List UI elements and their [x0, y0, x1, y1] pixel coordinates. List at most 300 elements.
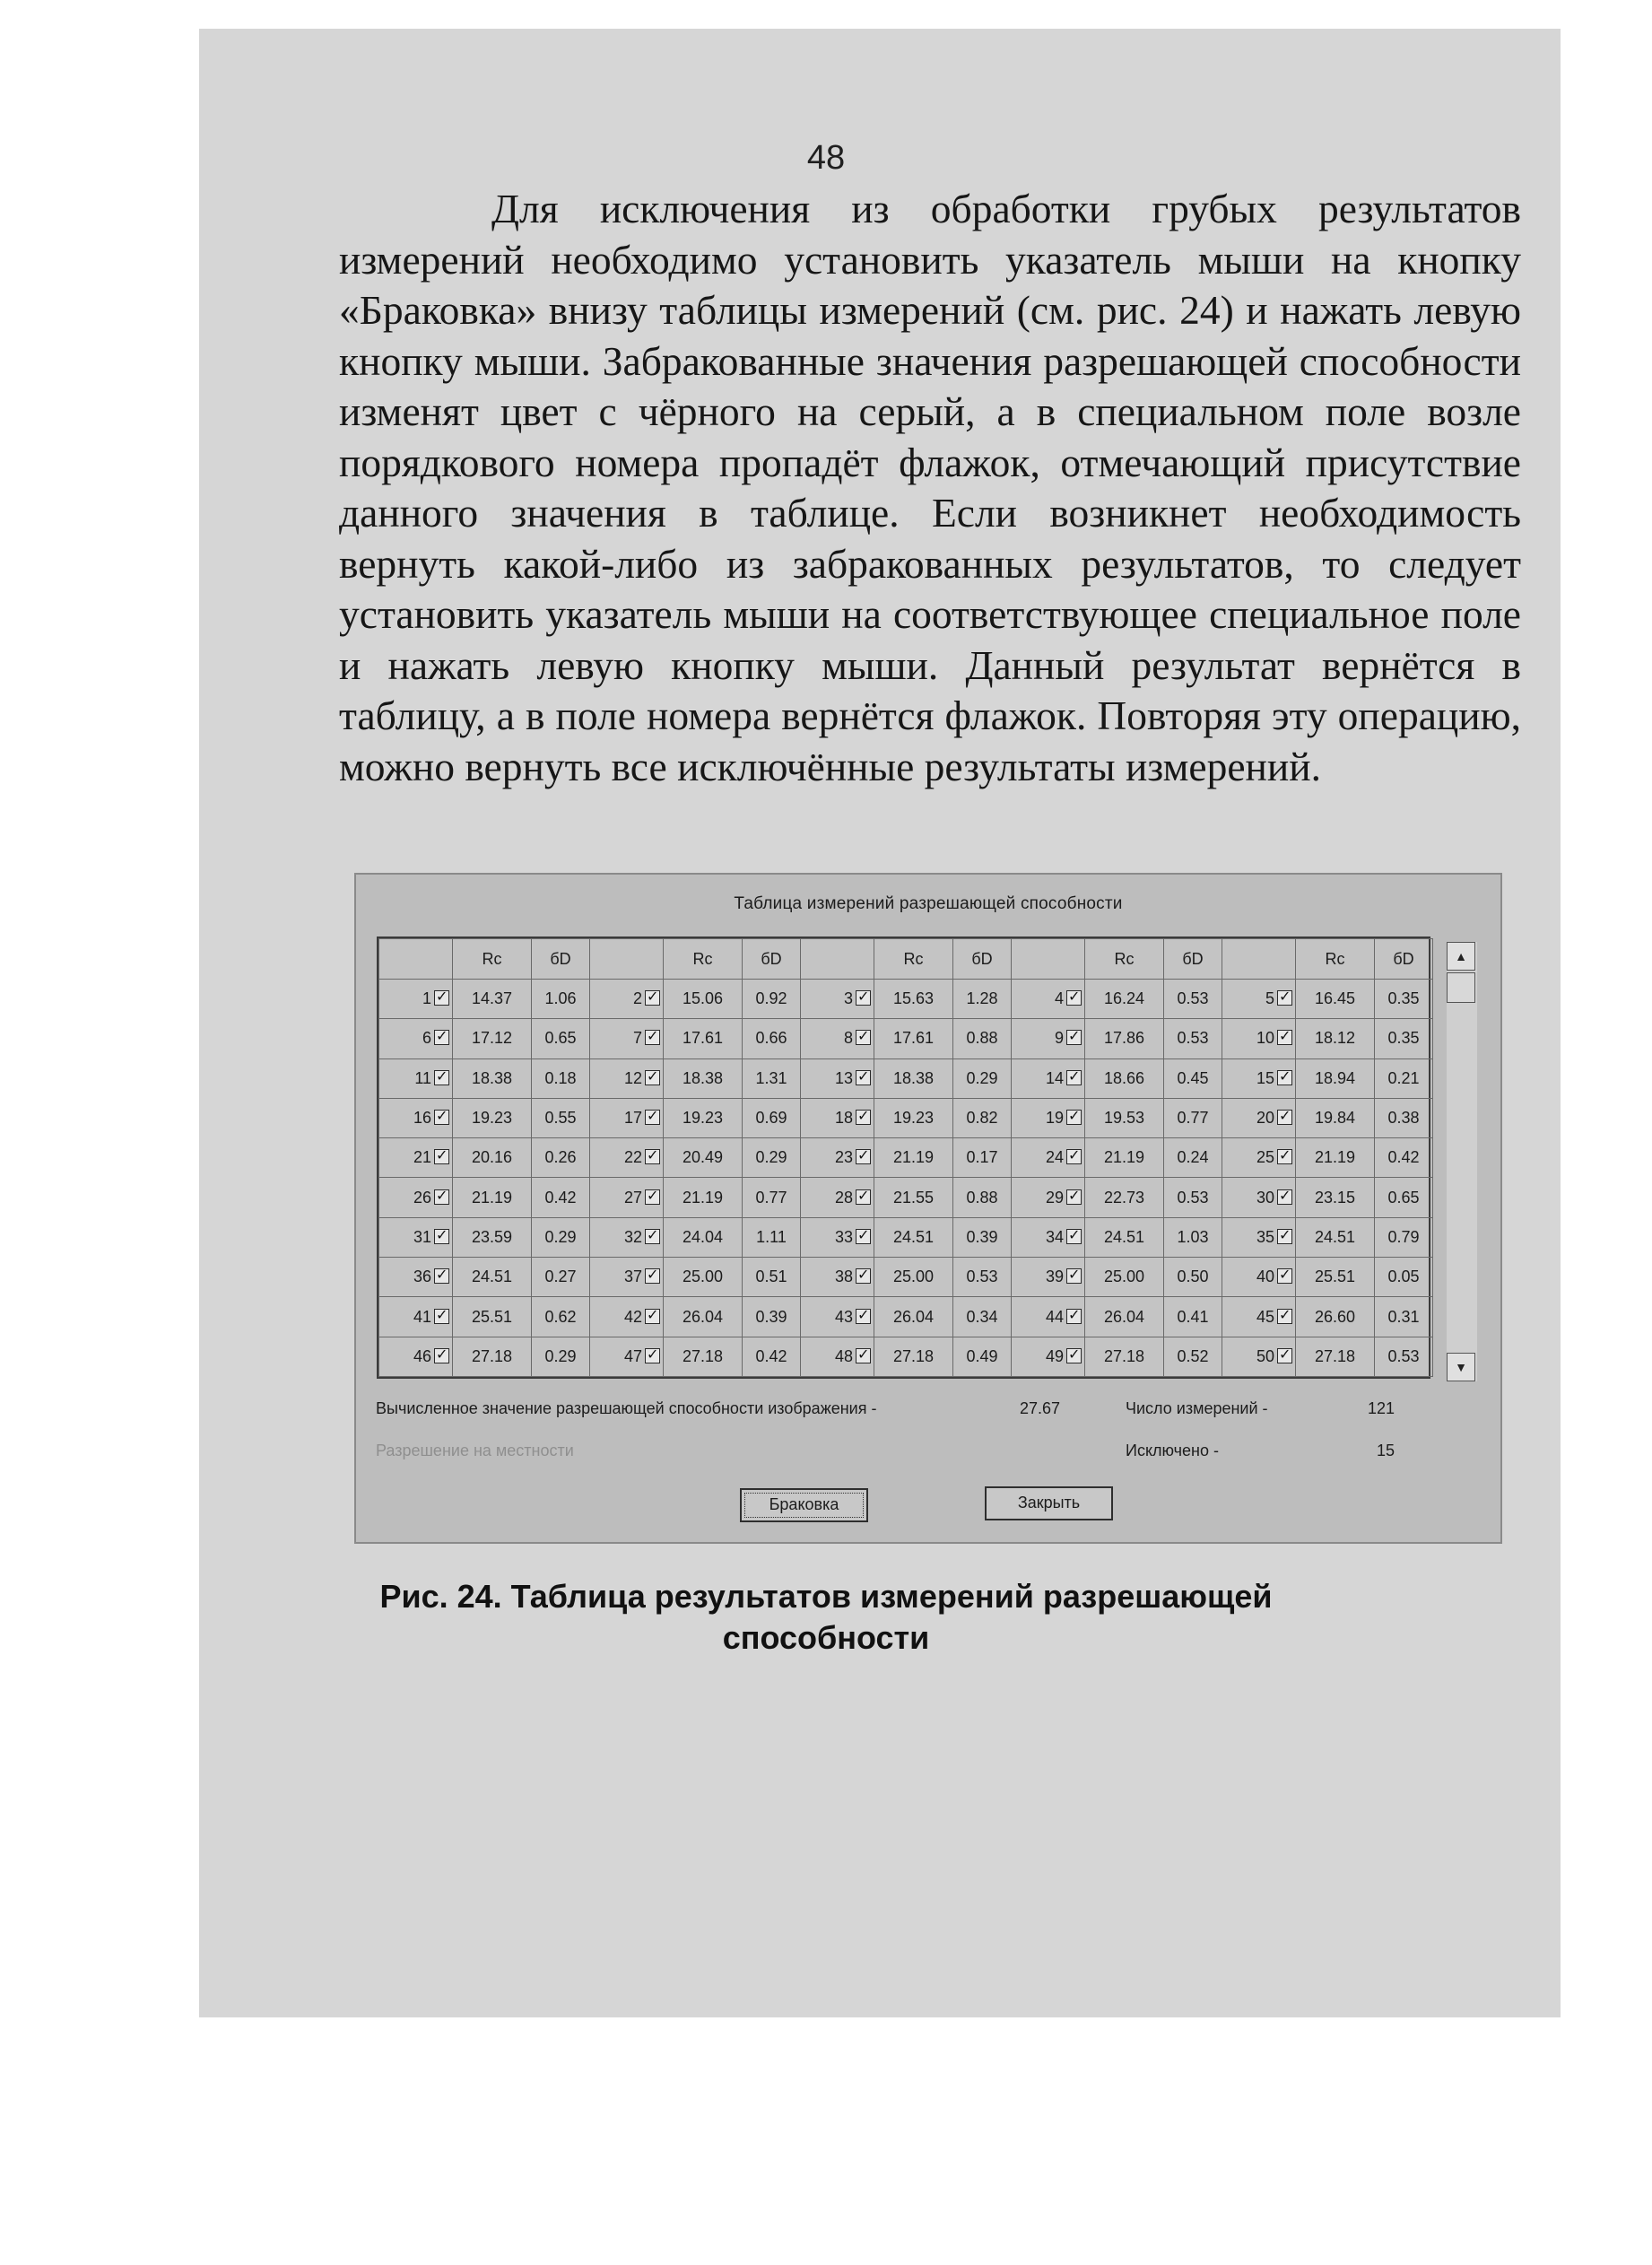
excluded-value: 15: [1377, 1442, 1396, 1459]
deviation-value: 0.88: [953, 1178, 1012, 1217]
deviation-value: 0.29: [953, 1058, 1012, 1098]
column-header: [590, 939, 664, 980]
row-number-cell: [801, 1297, 874, 1337]
deviation-value: 0.88: [953, 1019, 1012, 1058]
row-number-cell: [379, 1058, 453, 1098]
column-header: Rc: [1085, 939, 1164, 980]
include-checkbox[interactable]: [1277, 1229, 1292, 1244]
row-number-cell: [590, 1138, 664, 1178]
scroll-down-button[interactable]: [1447, 1353, 1475, 1381]
row-number-cell: [379, 1178, 453, 1217]
caption-line-2: способности: [722, 1619, 930, 1656]
row-number-cell: [379, 1217, 453, 1257]
deviation-value: 0.41: [1164, 1297, 1222, 1337]
row-number: 6: [422, 1029, 431, 1048]
row-number-cell: [1012, 980, 1085, 1019]
rc-value: 26.04: [1085, 1297, 1164, 1337]
deviation-value: 0.53: [953, 1258, 1012, 1297]
row-number: 10: [1256, 1029, 1274, 1048]
row-number-cell: [590, 1297, 664, 1337]
include-checkbox[interactable]: [856, 1030, 871, 1045]
include-checkbox[interactable]: [1066, 1229, 1082, 1244]
include-checkbox[interactable]: [645, 1110, 660, 1125]
rc-value: 21.19: [453, 1178, 532, 1217]
column-header: [379, 939, 453, 980]
column-header: бD: [743, 939, 801, 980]
include-checkbox[interactable]: [1277, 1268, 1292, 1284]
rc-value: 24.04: [664, 1217, 743, 1257]
row-number-cell: [801, 1258, 874, 1297]
include-checkbox[interactable]: [1066, 1110, 1082, 1125]
deviation-value: 0.45: [1164, 1058, 1222, 1098]
row-number-cell: [1222, 980, 1296, 1019]
deviation-value: 0.38: [1375, 1098, 1433, 1137]
include-checkbox[interactable]: [856, 1268, 871, 1284]
deviation-value: 0.39: [953, 1217, 1012, 1257]
deviation-value: 0.65: [532, 1019, 590, 1058]
row-number-cell: [1012, 1098, 1085, 1137]
vertical-scrollbar[interactable]: [1447, 942, 1477, 1381]
row-number-cell: [1012, 1337, 1085, 1376]
include-checkbox[interactable]: [434, 1268, 449, 1284]
close-button[interactable]: Закрыть: [985, 1486, 1113, 1520]
row-number: 44: [1045, 1307, 1064, 1326]
rc-value: 21.55: [874, 1178, 953, 1217]
rc-value: 18.38: [453, 1058, 532, 1098]
include-checkbox[interactable]: [1066, 1070, 1082, 1085]
rc-value: 26.04: [664, 1297, 743, 1337]
row-number-cell: [1222, 1297, 1296, 1337]
row-number: 8: [843, 1029, 853, 1048]
scroll-up-button[interactable]: [1447, 942, 1475, 971]
row-number: 40: [1256, 1268, 1274, 1286]
deviation-value: 0.66: [743, 1019, 801, 1058]
row-number: 16: [413, 1109, 431, 1128]
include-checkbox[interactable]: [856, 1348, 871, 1363]
rc-value: 24.51: [1085, 1217, 1164, 1257]
rc-value: 23.15: [1296, 1178, 1375, 1217]
row-number-cell: [801, 1337, 874, 1376]
rc-value: 17.61: [664, 1019, 743, 1058]
row-number-cell: [1222, 1178, 1296, 1217]
reject-button[interactable]: Браковка: [740, 1488, 868, 1522]
row-number-cell: [801, 1138, 874, 1178]
include-checkbox[interactable]: [1277, 1149, 1292, 1164]
column-header: Rc: [664, 939, 743, 980]
include-checkbox[interactable]: [645, 1309, 660, 1324]
include-checkbox[interactable]: [434, 1309, 449, 1324]
row-number: 38: [834, 1268, 853, 1286]
table-row: [379, 1258, 1433, 1297]
scroll-thumb[interactable]: [1447, 972, 1475, 1003]
deviation-value: 0.77: [1164, 1098, 1222, 1137]
deviation-value: 0.21: [1375, 1058, 1433, 1098]
row-number: 45: [1256, 1307, 1274, 1326]
measurements-grid: [377, 936, 1430, 1379]
excluded-label: Исключено -: [1126, 1442, 1219, 1459]
include-checkbox[interactable]: [1277, 1189, 1292, 1205]
rc-value: 24.51: [1296, 1217, 1375, 1257]
row-number-cell: [590, 1178, 664, 1217]
rc-value: 17.86: [1085, 1019, 1164, 1058]
row-number-cell: [379, 1098, 453, 1137]
deviation-value: 0.62: [532, 1297, 590, 1337]
row-number-cell: [801, 1178, 874, 1217]
rc-value: 26.60: [1296, 1297, 1375, 1337]
include-checkbox[interactable]: [645, 1030, 660, 1045]
rc-value: 15.63: [874, 980, 953, 1019]
include-checkbox[interactable]: [856, 1189, 871, 1205]
deviation-value: 0.50: [1164, 1258, 1222, 1297]
row-number: 26: [413, 1188, 431, 1207]
rc-value: 25.51: [1296, 1258, 1375, 1297]
row-number-cell: [590, 1217, 664, 1257]
include-checkbox[interactable]: [1277, 1070, 1292, 1085]
measurements-table: [378, 938, 1433, 1377]
row-number: 50: [1256, 1346, 1274, 1365]
rc-value: 27.18: [453, 1337, 532, 1376]
rc-value: 17.12: [453, 1019, 532, 1058]
deviation-value: 0.53: [1375, 1337, 1433, 1376]
row-number-cell: [1012, 1019, 1085, 1058]
include-checkbox[interactable]: [856, 990, 871, 1006]
deviation-value: 1.28: [953, 980, 1012, 1019]
arrow-down-icon: ▼: [1455, 1360, 1467, 1374]
table-row: [379, 1138, 1433, 1178]
row-number-cell: [1012, 1138, 1085, 1178]
include-checkbox[interactable]: [645, 1149, 660, 1164]
include-checkbox[interactable]: [1277, 1110, 1292, 1125]
include-checkbox[interactable]: [1277, 1309, 1292, 1324]
rc-value: 26.04: [874, 1297, 953, 1337]
row-number: 27: [623, 1188, 642, 1207]
include-checkbox[interactable]: [434, 1229, 449, 1244]
row-number: 12: [623, 1068, 642, 1087]
deviation-value: 0.69: [743, 1098, 801, 1137]
table-row: [379, 1297, 1433, 1337]
rc-value: 21.19: [1085, 1138, 1164, 1178]
column-header: [801, 939, 874, 980]
deviation-value: 0.42: [743, 1337, 801, 1376]
include-checkbox[interactable]: [645, 1348, 660, 1363]
row-number: 23: [834, 1148, 853, 1167]
caption-line-1: Рис. 24. Таблица результатов измерений разрешающей: [379, 1578, 1273, 1615]
row-number: 30: [1256, 1188, 1274, 1207]
column-header: Rc: [874, 939, 953, 980]
include-checkbox[interactable]: [1066, 1030, 1082, 1045]
row-number: 33: [834, 1227, 853, 1246]
rc-value: 15.06: [664, 980, 743, 1019]
rc-value: 18.94: [1296, 1058, 1375, 1098]
rc-value: 23.59: [453, 1217, 532, 1257]
row-number-cell: [801, 1019, 874, 1058]
deviation-value: 0.51: [743, 1258, 801, 1297]
include-checkbox[interactable]: [1277, 1030, 1292, 1045]
table-row: [379, 1098, 1433, 1137]
deviation-value: 0.27: [532, 1258, 590, 1297]
row-number-cell: [590, 980, 664, 1019]
include-checkbox[interactable]: [1277, 1348, 1292, 1363]
row-number: 18: [834, 1109, 853, 1128]
row-number-cell: [379, 1337, 453, 1376]
arrow-up-icon: ▲: [1455, 949, 1467, 963]
window-title: Таблица измерений разрешающей способности: [734, 894, 1123, 913]
row-number-cell: [801, 1217, 874, 1257]
include-checkbox[interactable]: [1066, 1189, 1082, 1205]
rc-value: 27.18: [664, 1337, 743, 1376]
row-number: 20: [1256, 1109, 1274, 1128]
rc-value: 25.51: [453, 1297, 532, 1337]
rc-value: 19.23: [664, 1098, 743, 1137]
rc-value: 27.18: [1296, 1337, 1375, 1376]
include-checkbox[interactable]: [1066, 990, 1082, 1006]
rc-value: 18.38: [664, 1058, 743, 1098]
row-number: 21: [413, 1148, 431, 1167]
row-number-cell: [379, 1258, 453, 1297]
row-number: 14: [1045, 1068, 1064, 1087]
include-checkbox[interactable]: [434, 990, 449, 1006]
count-value: 121: [1368, 1399, 1396, 1417]
figure-caption: [0, 1576, 1652, 1659]
include-checkbox[interactable]: [1066, 1268, 1082, 1284]
deviation-value: 0.17: [953, 1138, 1012, 1178]
row-number-cell: [1012, 1058, 1085, 1098]
deviation-value: 0.05: [1375, 1258, 1433, 1297]
row-number-cell: [1012, 1217, 1085, 1257]
row-number-cell: [379, 1297, 453, 1337]
rc-value: 18.12: [1296, 1019, 1375, 1058]
rc-value: 18.66: [1085, 1058, 1164, 1098]
rc-value: 16.24: [1085, 980, 1164, 1019]
row-number-cell: [1222, 1058, 1296, 1098]
row-number: 35: [1256, 1227, 1274, 1246]
row-number: 41: [413, 1307, 431, 1326]
include-checkbox[interactable]: [645, 1070, 660, 1085]
column-header: бD: [1164, 939, 1222, 980]
row-number: 4: [1054, 989, 1064, 1008]
deviation-value: 0.53: [1164, 980, 1222, 1019]
include-checkbox[interactable]: [645, 1229, 660, 1244]
deviation-value: 0.65: [1375, 1178, 1433, 1217]
column-header: Rc: [1296, 939, 1375, 980]
row-number-cell: [379, 980, 453, 1019]
include-checkbox[interactable]: [645, 1268, 660, 1284]
rc-value: 24.51: [453, 1258, 532, 1297]
row-number: 25: [1256, 1148, 1274, 1167]
row-number: 9: [1054, 1029, 1064, 1048]
row-number-cell: [1222, 1098, 1296, 1137]
rc-value: 17.61: [874, 1019, 953, 1058]
deviation-value: 0.52: [1164, 1337, 1222, 1376]
include-checkbox[interactable]: [434, 1348, 449, 1363]
deviation-value: 0.92: [743, 980, 801, 1019]
include-checkbox[interactable]: [434, 1189, 449, 1205]
computed-value: 27.67: [1020, 1399, 1061, 1417]
row-number: 2: [632, 989, 642, 1008]
include-checkbox[interactable]: [856, 1070, 871, 1085]
terrain-resolution-label: Разрешение на местности: [376, 1442, 574, 1459]
row-number-cell: [590, 1098, 664, 1137]
rc-value: 20.49: [664, 1138, 743, 1178]
deviation-value: 0.42: [532, 1178, 590, 1217]
row-number: 36: [413, 1268, 431, 1286]
rc-value: 14.37: [453, 980, 532, 1019]
table-body: [379, 980, 1433, 1377]
row-number-cell: [590, 1058, 664, 1098]
rc-value: 22.73: [1085, 1178, 1164, 1217]
deviation-value: 0.55: [532, 1098, 590, 1137]
rc-value: 25.00: [664, 1258, 743, 1297]
row-number-cell: [1222, 1019, 1296, 1058]
row-number-cell: [1222, 1138, 1296, 1178]
rc-value: 27.18: [1085, 1337, 1164, 1376]
deviation-value: 0.39: [743, 1297, 801, 1337]
row-number: 7: [632, 1029, 642, 1048]
row-number-cell: [1222, 1337, 1296, 1376]
rc-value: 21.19: [1296, 1138, 1375, 1178]
include-checkbox[interactable]: [856, 1149, 871, 1164]
row-number-cell: [590, 1337, 664, 1376]
rc-value: 19.23: [453, 1098, 532, 1137]
deviation-value: 1.06: [532, 980, 590, 1019]
table-row: [379, 1178, 1433, 1217]
deviation-value: 0.35: [1375, 1019, 1433, 1058]
row-number: 24: [1045, 1148, 1064, 1167]
rc-value: 18.38: [874, 1058, 953, 1098]
rc-value: 21.19: [664, 1178, 743, 1217]
include-checkbox[interactable]: [856, 1229, 871, 1244]
row-number: 5: [1265, 989, 1274, 1008]
include-checkbox[interactable]: [1066, 1149, 1082, 1164]
row-number-cell: [1222, 1217, 1296, 1257]
rc-value: 19.84: [1296, 1098, 1375, 1137]
row-number-cell: [1012, 1297, 1085, 1337]
column-header: [1222, 939, 1296, 980]
row-number-cell: [1012, 1258, 1085, 1297]
row-number: 29: [1045, 1188, 1064, 1207]
row-number: 32: [623, 1227, 642, 1246]
table-row: [379, 1217, 1433, 1257]
row-number: 43: [834, 1307, 853, 1326]
deviation-value: 0.53: [1164, 1019, 1222, 1058]
row-number-cell: [590, 1258, 664, 1297]
deviation-value: 1.31: [743, 1058, 801, 1098]
include-checkbox[interactable]: [645, 1189, 660, 1205]
include-checkbox[interactable]: [645, 990, 660, 1006]
table-row: [379, 980, 1433, 1019]
row-number: 13: [834, 1068, 853, 1087]
rc-value: 21.19: [874, 1138, 953, 1178]
rc-value: 19.23: [874, 1098, 953, 1137]
rc-value: 16.45: [1296, 980, 1375, 1019]
row-number: 11: [414, 1068, 431, 1087]
row-number-cell: [379, 1138, 453, 1178]
rc-value: 27.18: [874, 1337, 953, 1376]
row-number: 48: [834, 1346, 853, 1365]
page-number: 48: [806, 139, 846, 177]
row-number: 19: [1045, 1109, 1064, 1128]
row-number: 17: [623, 1109, 642, 1128]
include-checkbox[interactable]: [1066, 1348, 1082, 1363]
row-number-cell: [801, 1098, 874, 1137]
deviation-value: 0.49: [953, 1337, 1012, 1376]
deviation-value: 0.82: [953, 1098, 1012, 1137]
column-header: бD: [1375, 939, 1433, 980]
deviation-value: 0.79: [1375, 1217, 1433, 1257]
row-number: 3: [843, 989, 853, 1008]
row-number-cell: [590, 1019, 664, 1058]
deviation-value: 0.31: [1375, 1297, 1433, 1337]
include-checkbox[interactable]: [434, 1070, 449, 1085]
row-number: 37: [623, 1268, 642, 1286]
table-row: [379, 1058, 1433, 1098]
include-checkbox[interactable]: [856, 1309, 871, 1324]
deviation-value: 0.35: [1375, 980, 1433, 1019]
deviation-value: 0.29: [532, 1217, 590, 1257]
rc-value: 25.00: [874, 1258, 953, 1297]
row-number: 1: [422, 989, 431, 1008]
computed-label: Вычисленное значение разрешающей способности изображения -: [376, 1399, 877, 1417]
row-number: 28: [834, 1188, 853, 1207]
screenshot-figure: [354, 873, 1502, 1544]
deviation-value: 0.29: [532, 1337, 590, 1376]
deviation-value: 0.77: [743, 1178, 801, 1217]
include-checkbox[interactable]: [1066, 1309, 1082, 1324]
deviation-value: 1.03: [1164, 1217, 1222, 1257]
include-checkbox[interactable]: [1277, 990, 1292, 1006]
include-checkbox[interactable]: [434, 1110, 449, 1125]
rc-value: 25.00: [1085, 1258, 1164, 1297]
deviation-value: 0.18: [532, 1058, 590, 1098]
include-checkbox[interactable]: [856, 1110, 871, 1125]
row-number: 22: [623, 1148, 642, 1167]
row-number-cell: [1222, 1258, 1296, 1297]
rc-value: 19.53: [1085, 1098, 1164, 1137]
rc-value: 24.51: [874, 1217, 953, 1257]
row-number-cell: [1012, 1178, 1085, 1217]
column-header: [1012, 939, 1085, 980]
column-header: Rc: [453, 939, 532, 980]
table-header-row: [379, 939, 1433, 980]
row-number-cell: [801, 980, 874, 1019]
column-header: бD: [532, 939, 590, 980]
rc-value: 20.16: [453, 1138, 532, 1178]
row-number: 47: [623, 1346, 642, 1365]
row-number-cell: [379, 1019, 453, 1058]
deviation-value: 0.26: [532, 1138, 590, 1178]
row-number: 39: [1045, 1268, 1064, 1286]
deviation-value: 0.34: [953, 1297, 1012, 1337]
row-number: 31: [413, 1227, 431, 1246]
row-number: 15: [1256, 1068, 1274, 1087]
table-row: [379, 1337, 1433, 1376]
row-number: 42: [623, 1307, 642, 1326]
include-checkbox[interactable]: [434, 1149, 449, 1164]
count-label: Число измерений -: [1126, 1399, 1268, 1417]
deviation-value: 0.29: [743, 1138, 801, 1178]
body-paragraph: Для исключения из обработки грубых результатов измерений необходимо установить указатель мыши на кнопку «Браковка» внизу таблицы измерений (см. рис. 24) и нажать левую кнопку мыши. Забракованные значения разрешающей способности изменят цвет с чёрного на серый, а в специальном поле возле порядкового номера пропадёт флажок, отмечающий присутствие данного значения в таблице. Если возникнет необходимость вернуть какой-либо из забракованных результатов, то следует установить указатель мыши на соответствующее специальное поле и нажать левую кнопку мыши. Данный результат вернётся в таблицу, а в поле номера вернётся флажок. Повторяя эту операцию, можно вернуть все исключённые результаты измерений.: [339, 186, 1521, 789]
column-header: бD: [953, 939, 1012, 980]
row-number: 49: [1045, 1346, 1064, 1365]
deviation-value: 0.42: [1375, 1138, 1433, 1178]
row-number: 46: [413, 1346, 431, 1365]
row-number-cell: [801, 1058, 874, 1098]
row-number: 34: [1045, 1227, 1064, 1246]
include-checkbox[interactable]: [434, 1030, 449, 1045]
deviation-value: 0.24: [1164, 1138, 1222, 1178]
deviation-value: 0.53: [1164, 1178, 1222, 1217]
table-row: [379, 1019, 1433, 1058]
